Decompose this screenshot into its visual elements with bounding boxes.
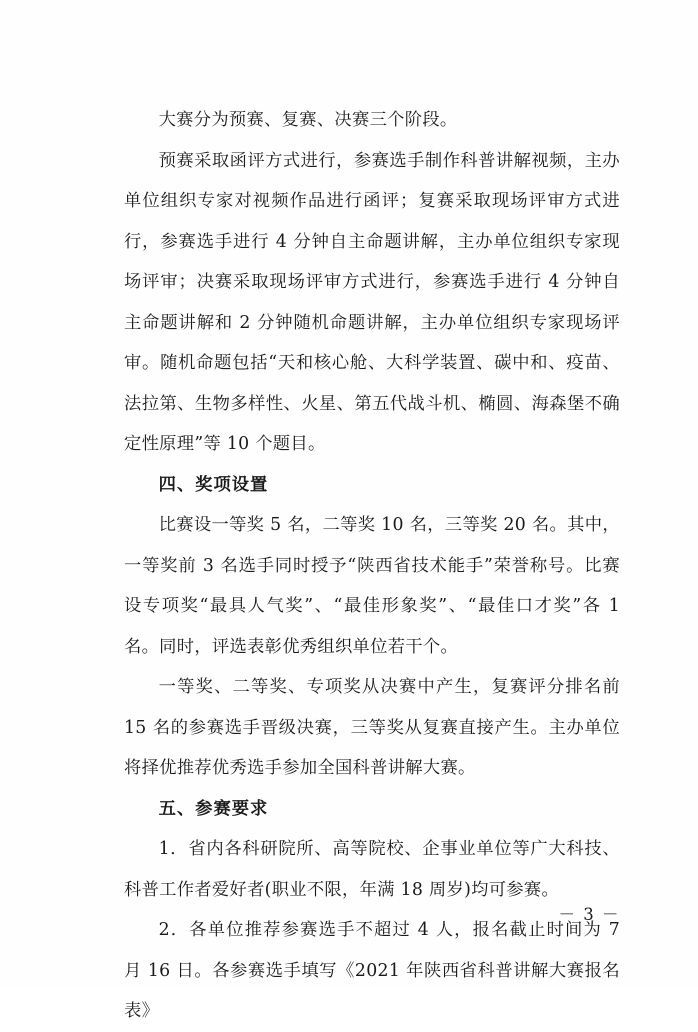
page-number: － 3 －	[558, 905, 620, 924]
paragraph-competition-format: 预赛采取函评方式进行，参赛选手制作科普讲解视频，主办单位组织专家对视频作品进行函评；复赛采取现场评审方式进行，参赛选手进行 4 分钟自主命题讲解，主办单位组织专家现场评审；决赛采取现场评审方式进行，参赛选手进行 4 分钟自主命题讲解和 2 分钟随机命题讲解，主办单位组织专家现场评审。随机命题包括“天和核心舱、大科学装置、碳中和、疫苗、法拉第、生物多样性、火星、第五代战斗机、椭圆、海森堡不确定性原理”等 10 个题目。	[124, 150, 620, 454]
paragraph-award-counts: 比赛设一等奖 5 名，二等奖 10 名，三等奖 20 名。其中，一等奖前 3 名选手同时授予“陕西省技术能手”荣誉称号。比赛设专项奖“最具人气奖”、“最佳形象奖”、“最佳口才奖”各 1 名。同时，评选表彰优秀组织单位若干个。	[124, 515, 620, 657]
paragraph-requirement-1: 1．省内各科研院所、高等院校、企事业单位等广大科技、科普工作者爱好者(职业不限，年满 18 周岁)均可参赛。	[124, 839, 620, 900]
paragraph-requirement-2: 2．各单位推荐参赛选手不超过 4 人，报名截止时间为 7 月 16 日。各参赛选手填写《2021 年陕西省科普讲解大赛报名表》	[124, 920, 620, 1021]
section-heading-requirements: 五、参赛要求	[158, 798, 269, 819]
paragraph-stages: 大赛分为预赛、复赛、决赛三个阶段。	[158, 110, 458, 130]
section-heading-awards: 四、奖项设置	[158, 474, 269, 495]
paragraph-award-source: 一等奖、二等奖、专项奖从决赛中产生，复赛评分排名前 15 名的参赛选手晋级决赛，三等奖从复赛直接产生。主办单位将择优推荐优秀选手参加全国科普讲解大赛。	[124, 677, 620, 778]
document-body	[124, 100, 620, 1032]
